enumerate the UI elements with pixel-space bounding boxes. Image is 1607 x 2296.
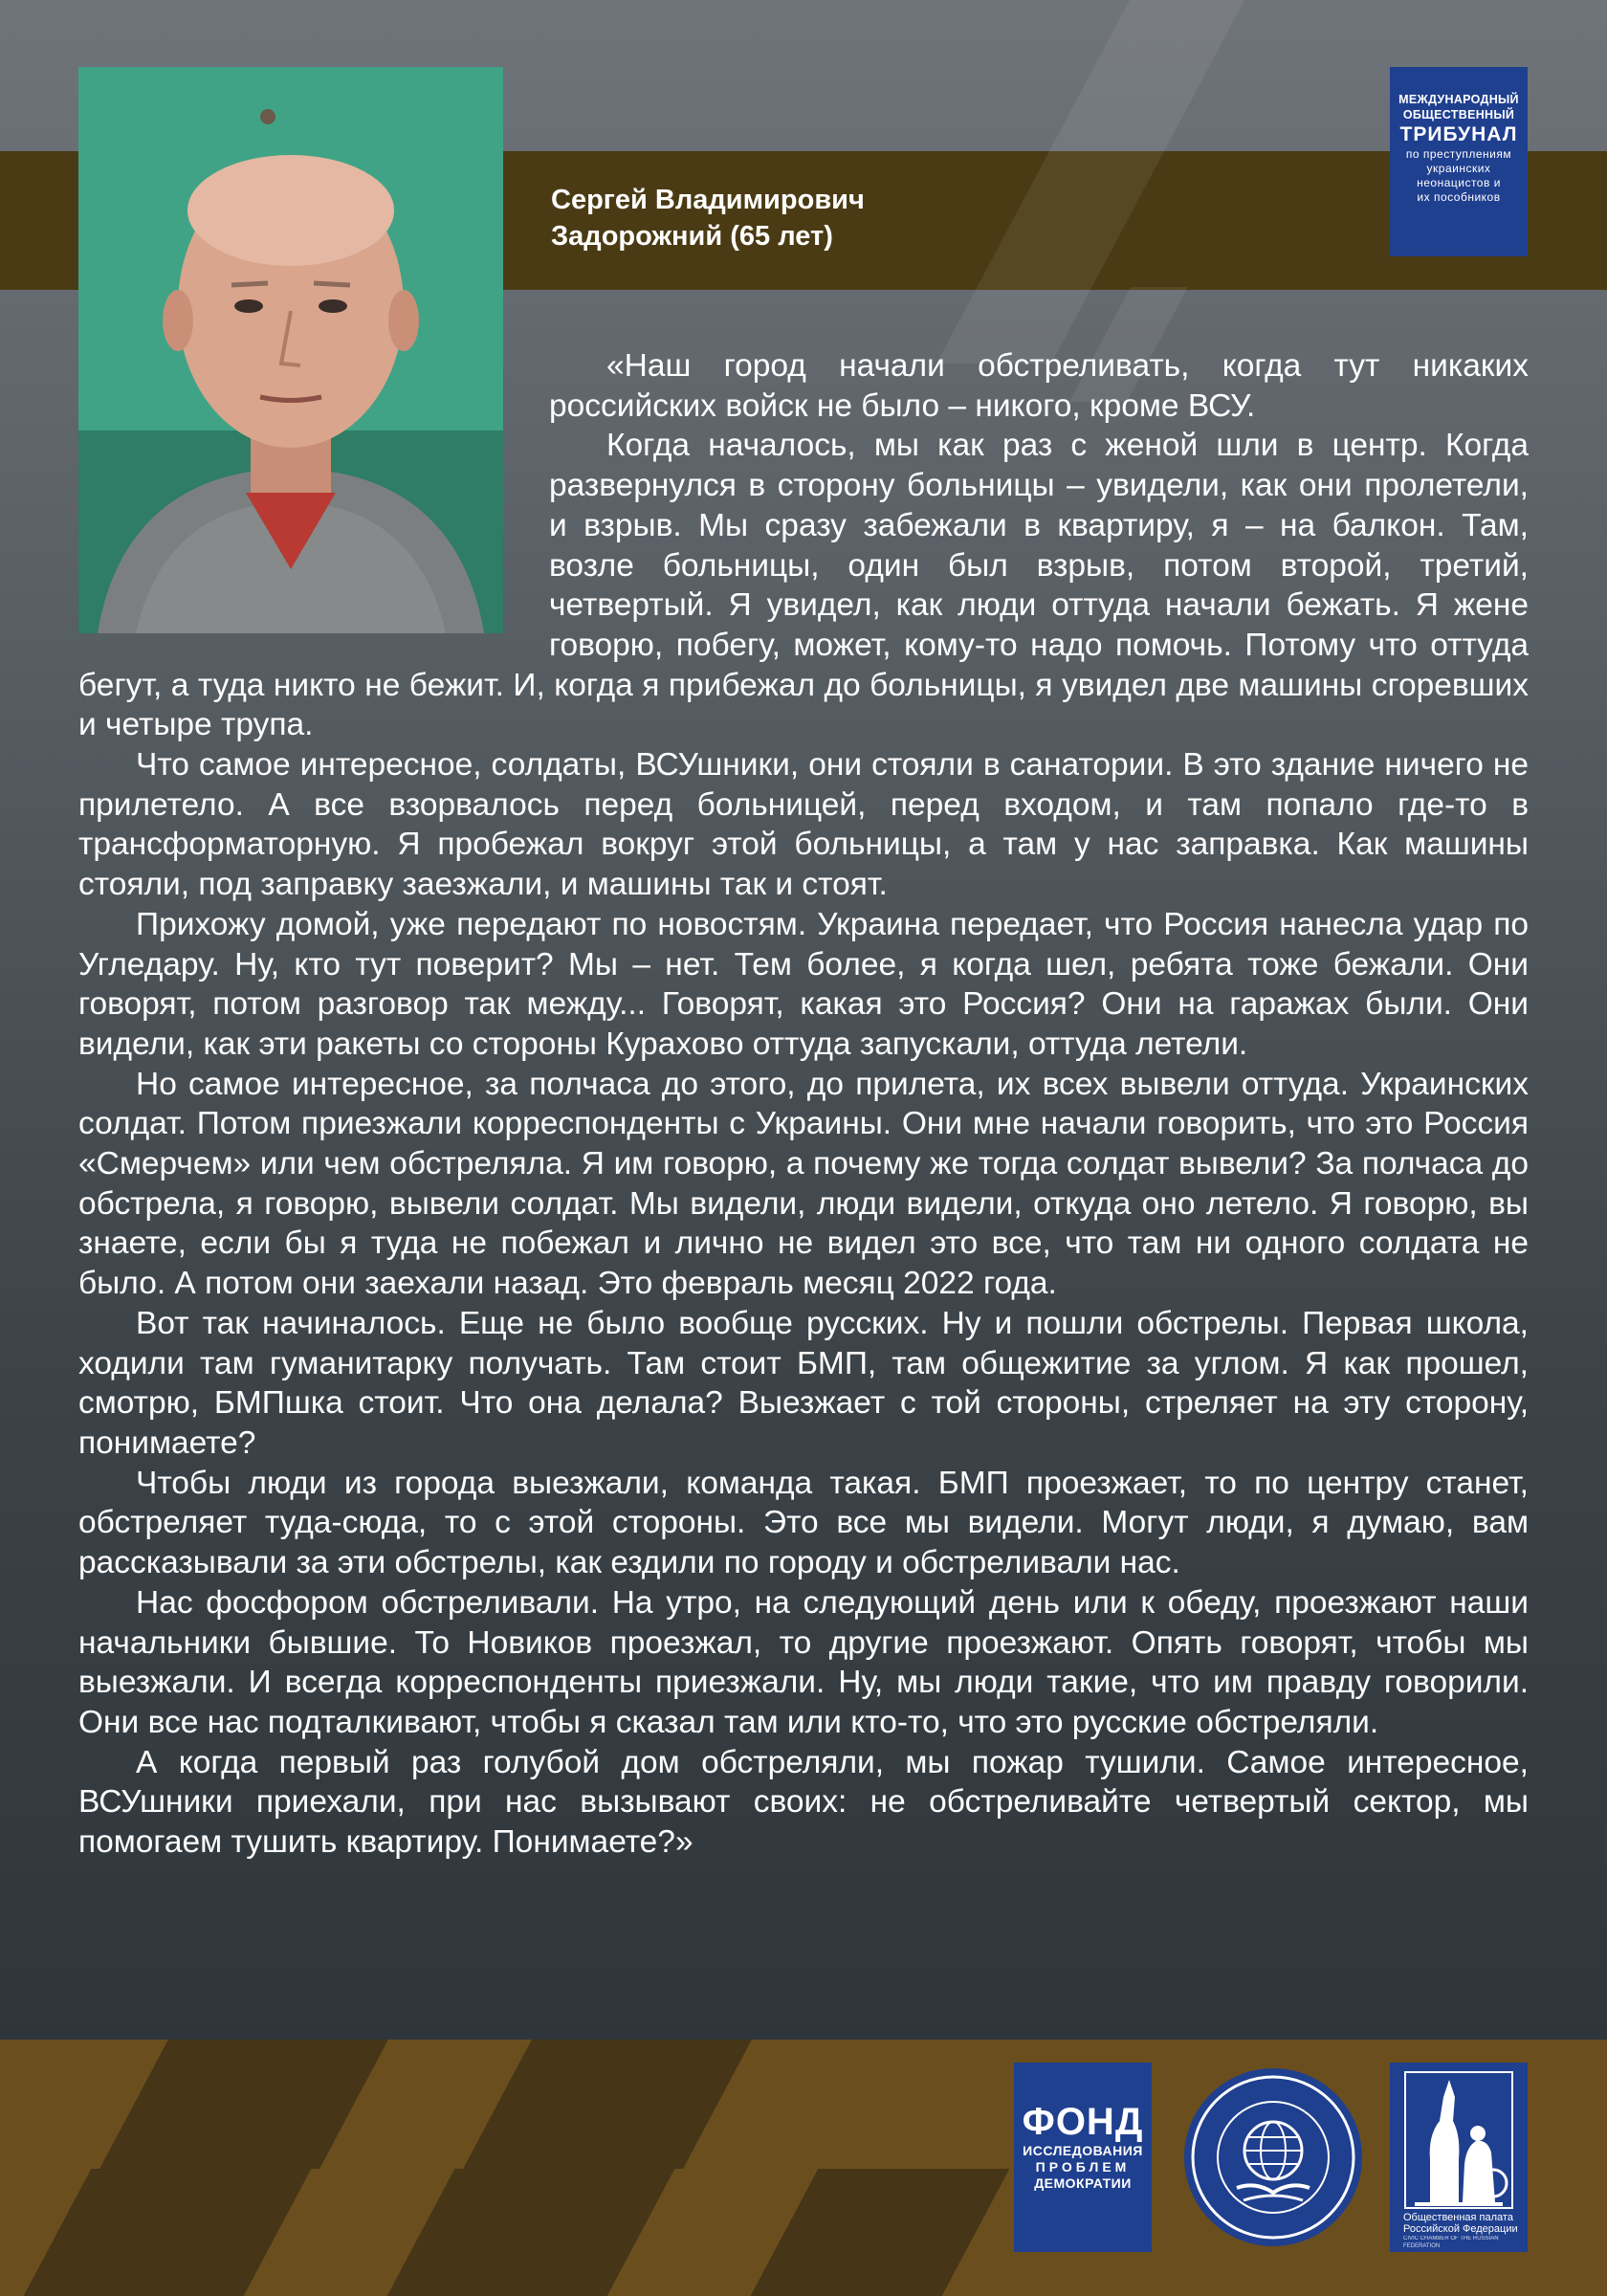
tribunal-logo-line: неонацистов и <box>1417 176 1501 189</box>
tribunal-logo-line: украинских <box>1426 162 1491 175</box>
testimony-paragraph: Нас фосфором обстреливали. На утро, на следующий день или к обеду, проезжают наши начальники бывшие. То Новиков проезжал, то другие проезжают. Опять говорят, чтобы мы выезжали. И всегда корреспонденты приезжали. Ну, мы люди такие, что им правду говорили. Они все нас подталкивают, чтобы я сказал там или кто-то, что это русские обстреляли. <box>78 1584 1529 1740</box>
civic-chamber-logo <box>1390 2063 1528 2252</box>
monument-icon <box>1401 2068 1516 2212</box>
photo-spacer <box>78 346 549 649</box>
globe-seal-icon <box>1184 2068 1362 2246</box>
person-name-line2: Задорожний (65 лет) <box>551 221 833 252</box>
tribunal-logo <box>1390 67 1528 256</box>
fond-logo-line: ИССЛЕДОВАНИЯ <box>1023 2143 1143 2158</box>
testimony-paragraph: Что самое интересное, солдаты, ВСУшники, они стояли в санатории. В это здание ничего не прилетело. А все взорвалось перед больницей, перед входом, и там попало где-то в трансформаторную. Я пробежал вокруг этой больницы, а там у нас заправка. Как машины стояли, под заправку заезжали, и машины так и стоят. <box>78 747 1529 903</box>
testimony-paragraph: Вот так начиналось. Еще не было вообще русских. Ну и пошли обстрелы. Первая школа, ходили там гуманитарку получать. Там стоит БМП, там общежитие за углом. Я как прошел, смотрю, БМПшка стоит. Что она делала? Выезжает с той стороны, стреляет на эту сторону, понимаете? <box>78 1305 1529 1461</box>
tribunal-logo-line: их пособников <box>1417 190 1501 204</box>
tribunal-logo-line: по преступлениям <box>1405 147 1512 161</box>
testimony-paragraph: Чтобы люди из города выезжали, команда такая. БМП проезжает, то по центру станет, обстреляет туда-сюда, то с этой стороны. Это все мы видели. Могут люди, я думаю, вам рассказывали за эти обстрелы, как ездили по городу и обстреливали нас. <box>78 1465 1529 1581</box>
fond-logo-title: ФОНД <box>1022 2101 1144 2143</box>
testimony-text <box>78 346 1529 1863</box>
tribunal-logo-line: ОБЩЕСТВЕННЫЙ <box>1402 108 1515 121</box>
fond-logo-line: ПРОБЛЕМ <box>1035 2159 1131 2175</box>
testimony-paragraph: А когда первый раз голубой дом обстреляли, мы пожар тушили. Самое интересное, ВСУшники приехали, при нас вызывают своих: не обстреливайте четвертый сектор, мы помогаем тушить квартиру. Понимаете?» <box>78 1744 1529 1861</box>
testimony-paragraph: «Наш город начали обстреливать, когда тут никаких российских войск не было – никого, кроме ВСУ. <box>549 348 1529 424</box>
fond-logo-line: ДЕМОКРАТИИ <box>1034 2175 1132 2191</box>
tribunal-logo-line: МЕЖДУНАРОДНЫЙ <box>1398 93 1519 106</box>
chamber-logo-line: Российской Федерации <box>1403 2223 1518 2235</box>
testimony-paragraph: Когда началось, мы как раз с женой шли в центр. Когда развернулся в сторону больницы – увидели, как они пролетели, и взрыв. Мы сразу забежали в квартиру, я – на балкон. Там, возле больницы, один был взрыв, потом второй, третий, четвертый. Я увидел, как люди оттуда начали бежать. Я жене говорю, побегу, может, кому-то надо помочь. Потому что оттуда бегут, а туда никто не бежит. И, когда я прибежал до больницы, я увидел две машины сгоревших и четыре трупа. <box>78 428 1529 743</box>
testimony-paragraph: Прихожу домой, уже передают по новостям. Украина передает, что Россия нанесла удар по Угледару. Ну, кто тут поверит? Мы – нет. Тем более, я когда шел, ребята тоже бежали. Они говорят, потом разговор так между... Говорят, какая это Россия? Они на гаражах были. Они видели, как эти ракеты со стороны Курахово оттуда запускали, оттуда летели. <box>78 906 1529 1062</box>
tribunal-logo-title: ТРИБУНАЛ <box>1399 123 1518 145</box>
person-name <box>551 182 953 254</box>
chamber-logo-line: Общественная палата <box>1403 2212 1513 2223</box>
testimony-paragraph: Но самое интересное, за полчаса до этого, до прилета, их всех вывели оттуда. Украинских солдат. Потом приезжали корреспонденты с Украины. Они мне начали говорить, что это Россия «Смерчем» или чем обстреляла. Я им говорю, а почему же тогда солдат вывели? За полчаса до обстрела, я говорю, вывели солдат. Мы видели, люди видели, откуда оно летело. Я говорю, вы знаете, если бы я туда не побежал и лично не видел это все, что там ни одного солдата не было. А потом они заехали назад. Это февраль месяц 2022 года. <box>78 1066 1529 1302</box>
chamber-logo-line: CIVIC CHAMBER OF THE RUSSIAN FEDERATION <box>1403 2236 1499 2249</box>
fond-logo <box>1014 2063 1152 2252</box>
person-name-line1: Сергей Владимирович <box>551 185 865 215</box>
